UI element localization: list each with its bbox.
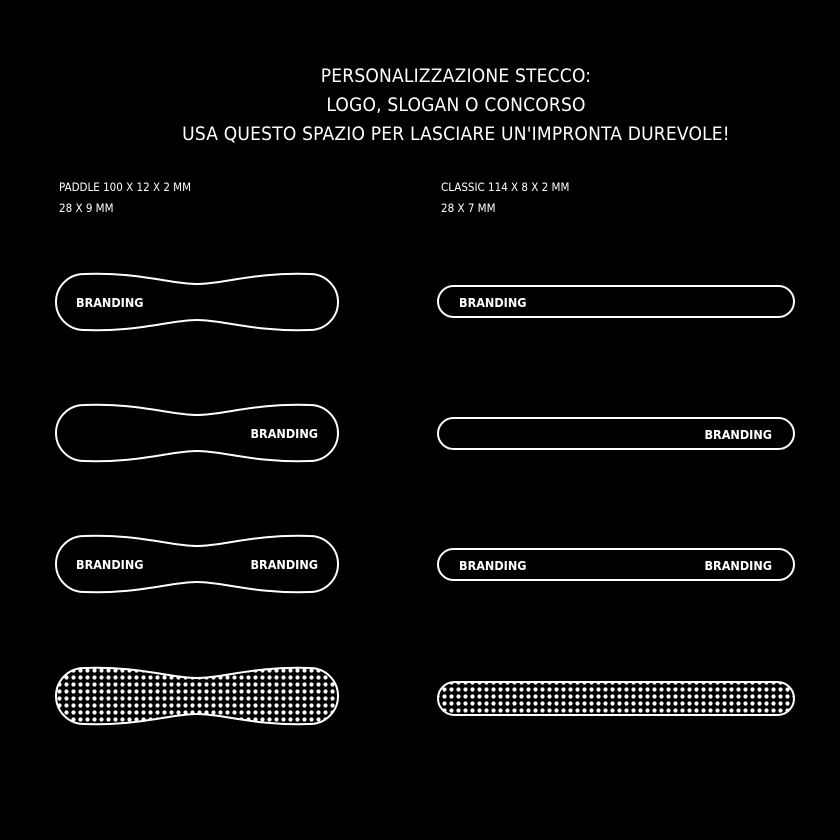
branding-label: BRANDING	[704, 558, 772, 573]
paddle-branding-both	[56, 536, 338, 592]
classic-branding-right	[438, 418, 794, 449]
paddle-stick-dotted	[56, 668, 338, 724]
title-line-1: PERSONALIZZAZIONE STECCO:	[320, 65, 592, 87]
paddle-branding-right	[56, 405, 338, 461]
classic-size-label: CLASSIC 114 X 8 X 2 MM	[441, 180, 570, 194]
classic-full-pattern	[438, 682, 794, 715]
branding-label: BRANDING	[250, 426, 318, 441]
branding-label: BRANDING	[704, 427, 772, 442]
branding-label: BRANDING	[76, 295, 144, 310]
classic-print-area-label: 28 X 7 MM	[441, 201, 496, 215]
classic-branding-left	[438, 286, 794, 317]
classic-stick-dotted	[438, 682, 794, 715]
branding-label: BRANDING	[459, 558, 527, 573]
paddle-print-area-label: 28 X 9 MM	[59, 201, 114, 215]
classic-branding-both	[438, 549, 794, 580]
title-line-2: LOGO, SLOGAN O CONCORSO	[326, 94, 586, 116]
paddle-full-pattern	[56, 668, 338, 724]
branding-label: BRANDING	[250, 557, 318, 572]
branding-label: BRANDING	[76, 557, 144, 572]
title-line-3: USA QUESTO SPAZIO PER LASCIARE UN'IMPRONTA DUREVOLE!	[182, 123, 730, 145]
branding-label: BRANDING	[459, 295, 527, 310]
paddle-size-label: PADDLE 100 X 12 X 2 MM	[59, 180, 192, 194]
paddle-branding-left	[56, 274, 338, 330]
